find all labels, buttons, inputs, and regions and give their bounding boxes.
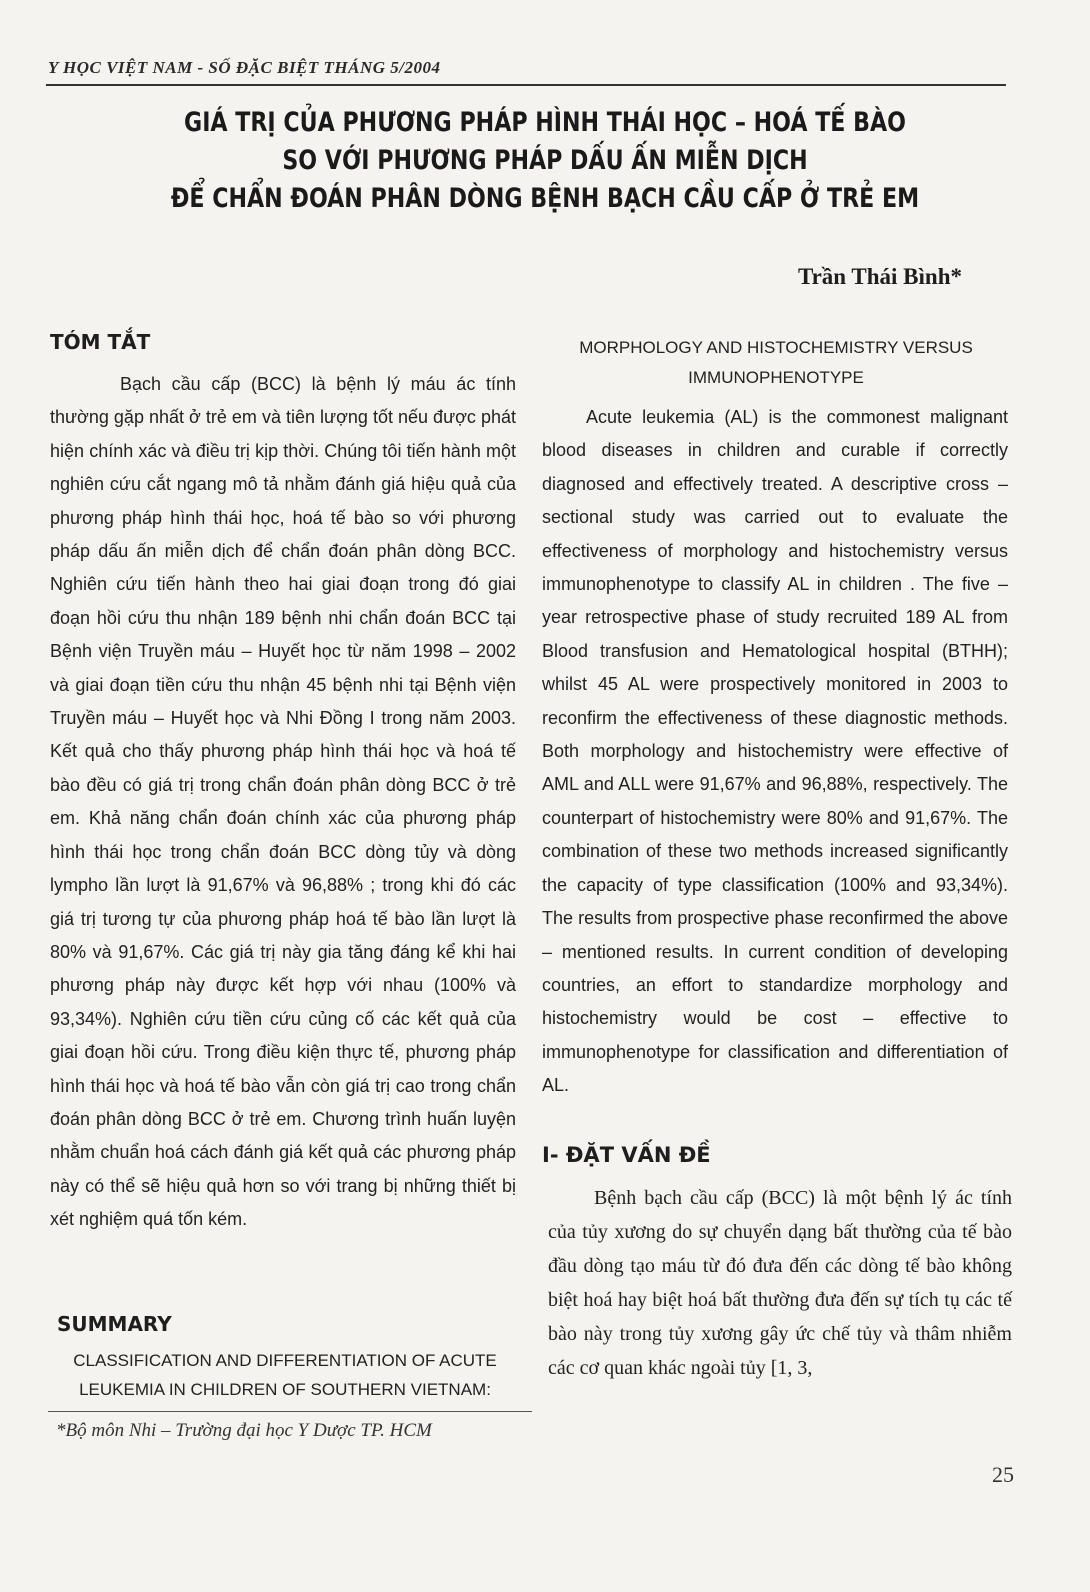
author-name: Trần Thái Bình* bbox=[797, 264, 962, 289]
intro-text: Bệnh bạch cầu cấp (BCC) là một bệnh lý ác tính của tủy xương do sự chuyển dạng bất thường của tế bào đầu dòng tạo máu từ đó đưa đến các dòng tế bào không biệt hoá hay biệt hoá bất thường đưa đến sự tích tụ các tế bào này trong tủy xương gây ức chế tủy và thâm nhiễm các cơ quan khác ngoài tủy [1, 3, bbox=[548, 1187, 1012, 1379]
intro-heading: I- ĐẶT VẤN ĐỀ bbox=[542, 1143, 711, 1167]
summary-heading: SUMMARY bbox=[57, 1312, 172, 1336]
summary-text: Acute leukemia (AL) is the commonest malignant blood diseases in children and curable if correctly diagnosed and effectively treated. A descriptive cross – sectional study was carried out to evaluate the effectiveness of morphology and histochemistry versus immunophenotype to classify AL in children . The five – year retrospective phase of study recruited 189 AL from Blood transfusion and Hematological hospital (BTHH); whilst 45 AL were prospectively monitored in 2003 to reconfirm the effectiveness of these diagnostic methods. Both morphology and histochemistry were effective of AML and ALL were 91,67% and 96,88%, respectively. The counterpart of histochemistry were 80% and 91,67%. The combination of these two methods increased significantly the capacity of type classification (100% and 93,34%). The results from prospective phase reconfirmed the above – mentioned results. In current condition of developing countries, an effort to standardize morphology and histochemistry would be cost – effective to immunophenotype for classification and differentiation of AL. bbox=[542, 407, 1008, 1096]
title-line-1: GIÁ TRỊ CỦA PHƯƠNG PHÁP HÌNH THÁI HỌC – HOÁ TẾ BÀO bbox=[184, 107, 906, 138]
title-line-2: SO VỚI PHƯƠNG PHÁP DẤU ẤN MIỄN DỊCH bbox=[282, 145, 808, 176]
footnote-rule bbox=[48, 1411, 532, 1412]
english-title: MORPHOLOGY AND HISTOCHEMISTRY VERSUS IMMUNOPHENOTYPE bbox=[579, 338, 973, 387]
journal-header: Y HỌC VIỆT NAM - SỐ ĐẶC BIỆT THÁNG 5/2004 bbox=[48, 58, 441, 77]
article-title bbox=[164, 104, 927, 218]
tom-tat-text: Bạch cầu cấp (BCC) là bệnh lý máu ác tính thường gặp nhất ở trẻ em và tiên lượng tốt nếu được phát hiện chính xác và điều trị kịp thời. Chúng tôi tiến hành một nghiên cứu cắt ngang mô tả nhằm đánh giá hiệu quả của phương pháp hình thái học, hoá tế bào so với phương pháp dấu ấn miễn dịch để chẩn đoán phân dòng BCC. Nghiên cứu tiến hành theo hai giai đoạn trong đó giai đoạn hồi cứu thu nhận 189 bệnh nhi chẩn đoán BCC tại Bệnh viện Truyền máu – Huyết học từ năm 1998 – 2002 và giai đoạn tiền cứu thu nhận 45 bệnh nhi tại Bệnh viện Truyền máu – Huyết học và Nhi Đồng I trong năm 2003. Kết quả cho thấy phương pháp hình thái học và hoá tế bào đều có giá trị trong chẩn đoán phân dòng BCC ở trẻ em. Khả năng chẩn đoán chính xác của phương pháp hình thái học trong chẩn đoán BCC dòng tủy và dòng lympho lần lượt là 91,67% và 96,88% ; trong khi đó các giá trị tương tự của phương pháp hoá tế bào lần lượt là 80% và 91,67%. Các giá trị này gia tăng đáng kể khi hai phương pháp này được kết hợp với nhau (100% và 93,34%). Nghiên cứu tiền cứu củng cố các kết quả của giai đoạn hồi cứu. Trong điều kiện thực tế, phương pháp hình thái học và hoá tế bào vẫn còn giá trị cao trong chẩn đoán phân dòng BCC ở trẻ em. Chương trình huấn luyện nhằm chuẩn hoá cách đánh giá kết quả các phương pháp này có thể sẽ hiệu quả hơn so với trang bị những thiết bị xét nghiệm quá tốn kém. bbox=[50, 374, 516, 1230]
summary-subtitle: CLASSIFICATION AND DIFFERENTIATION OF ACUTE LEUKEMIA IN CHILDREN OF SOUTHERN VIETNAM: bbox=[73, 1351, 497, 1399]
header-rule bbox=[46, 84, 1006, 86]
footnote: *Bộ môn Nhi – Trường đại học Y Dược TP. HCM bbox=[56, 1420, 432, 1441]
tom-tat-heading: TÓM TẮT bbox=[50, 330, 151, 354]
page-number: 25 bbox=[992, 1462, 1014, 1487]
title-line-3: ĐỂ CHẨN ĐOÁN PHÂN DÒNG BỆNH BẠCH CẦU CẤP Ở TRẺ EM bbox=[170, 183, 920, 214]
